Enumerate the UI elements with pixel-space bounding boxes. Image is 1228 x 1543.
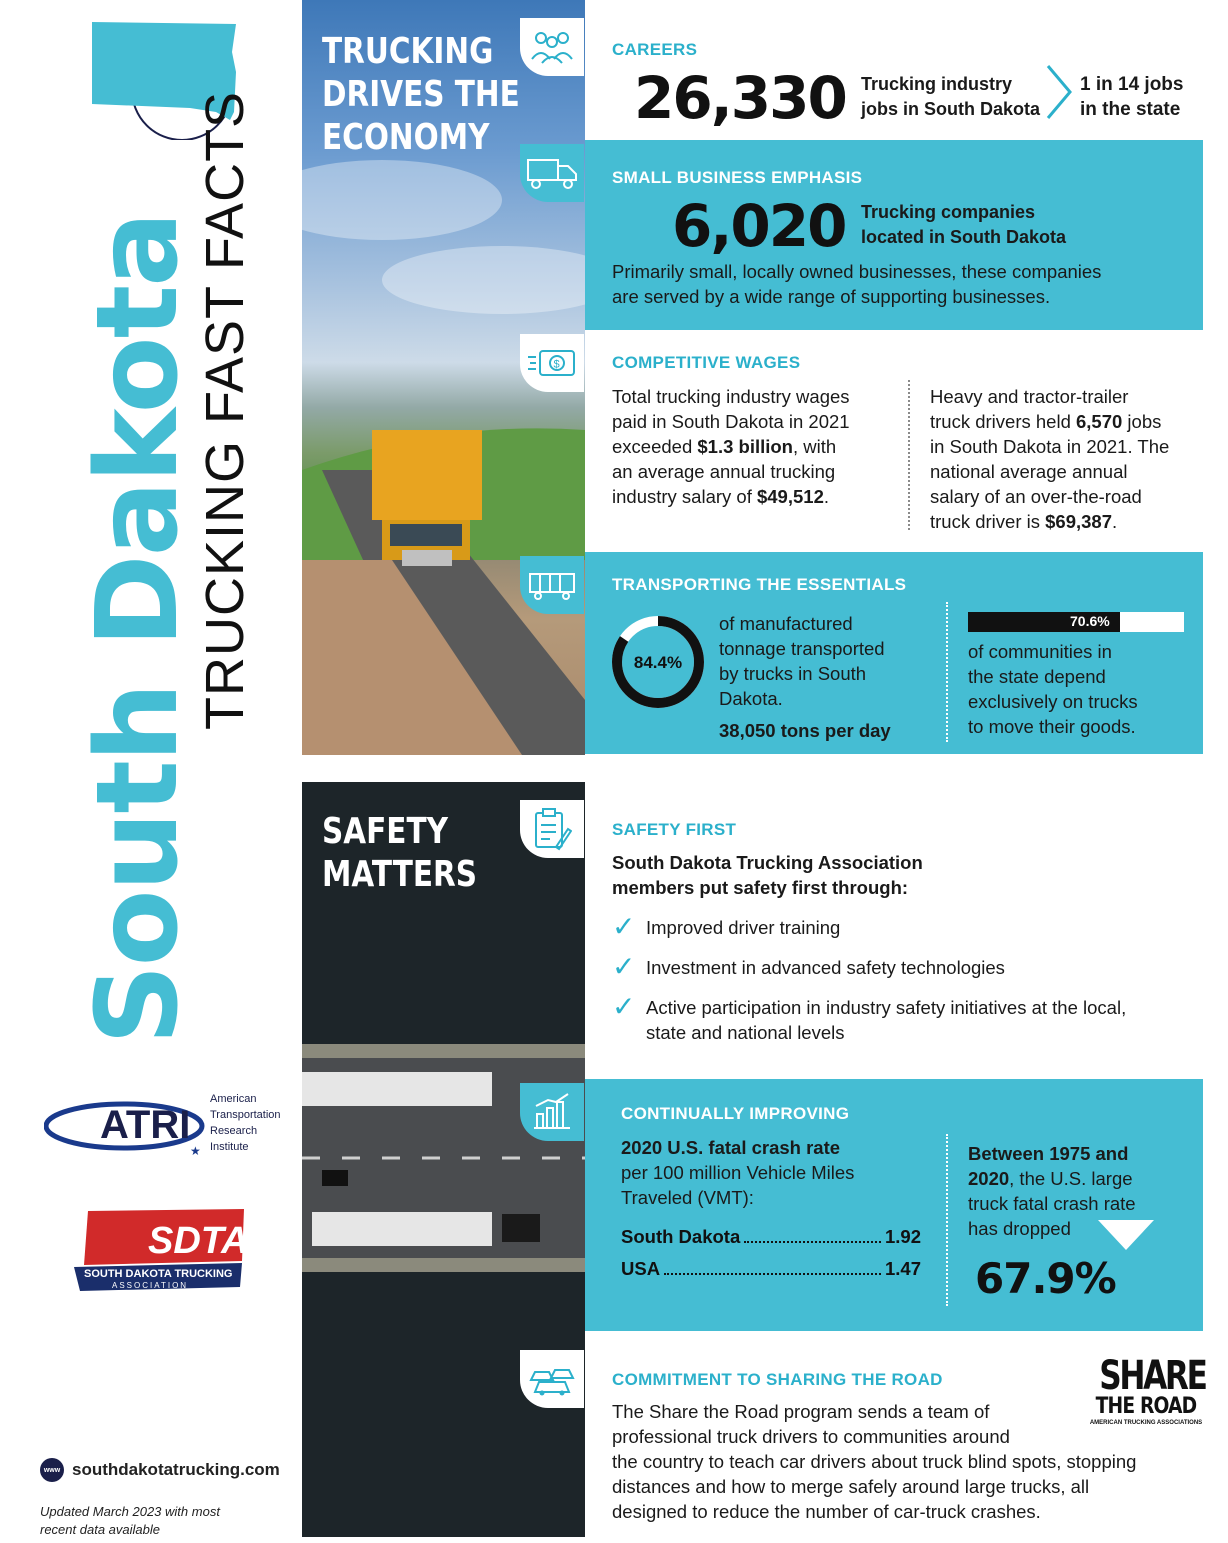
tonnage-ring-label: 84.4% xyxy=(633,653,683,672)
wages-right-text: Heavy and tractor-trailer truck drivers held 6,570 jobs in South Dakota in 2021. The national average annual salary of an over-the-road truck driver is $69,387. xyxy=(930,386,1170,532)
companies-label: Trucking companies located in South Dakota xyxy=(861,202,1067,247)
safety-intro: South Dakota Trucking Association members put safety first through: xyxy=(612,852,923,898)
clipboard-icon xyxy=(520,800,584,858)
svg-text:Research: Research xyxy=(210,1125,258,1137)
svg-text:American: American xyxy=(210,1093,257,1105)
tons-per-day: 38,050 tons per day xyxy=(719,720,891,741)
highway-aerial-photo xyxy=(302,782,585,1537)
share-body: The Share the Road program sends a team of professional truck drivers to communities around the country to teach car drivers about truck blind spots, stopping distances and how to merge safely around large trucks, all designed to reduce the number of car-truck crashes. xyxy=(612,1401,1137,1522)
economy-section-title: TRUCKING DRIVES THE ECONOMY xyxy=(322,31,520,158)
crash-drop-text: Between 1975 and 2020, the U.S. large truck fatal crash rate has dropped xyxy=(968,1143,1136,1239)
updated-note: Updated March 2023 with most recent data available xyxy=(40,1504,220,1537)
crash-rate-row-usa: USA 1.47 xyxy=(621,1258,921,1279)
wages-divider xyxy=(908,380,910,530)
chevron-right-icon xyxy=(1044,64,1074,120)
communities-bar-track xyxy=(968,612,1184,632)
train-car-icon xyxy=(520,556,584,614)
atri-mark: ATRI xyxy=(100,1103,191,1147)
crash-rate-label: 2020 U.S. fatal crash rate per 100 million Vehicle Miles Traveled (VMT): xyxy=(621,1137,855,1208)
svg-text:ASSOCIATION: ASSOCIATION xyxy=(112,1281,189,1290)
website-url[interactable]: southdakotatrucking.com xyxy=(72,1460,280,1479)
svg-text:Institute: Institute xyxy=(210,1141,249,1153)
safety-item-2: ✓ Investment in advanced safety technologies xyxy=(612,951,1005,982)
bar-chart-icon xyxy=(520,1083,584,1141)
state-title: South Dakota xyxy=(73,213,203,1045)
svg-text:SOUTH DAKOTA TRUCKING: SOUTH DAKOTA TRUCKING xyxy=(84,1268,233,1280)
wages-heading: COMPETITIVE WAGES xyxy=(612,353,801,372)
careers-heading: CAREERS xyxy=(612,40,698,59)
wages-left-text: Total trucking industry wages paid in South Dakota in 2021 exceeded $1.3 billion, with an average annual trucking industry salary of $49,512. xyxy=(612,386,850,507)
people-icon xyxy=(520,18,584,76)
small-business-heading: SMALL BUSINESS EMPHASIS xyxy=(612,168,863,187)
safety-section-title: SAFETY MATTERS xyxy=(322,811,478,895)
companies-number: 6,020 xyxy=(672,192,846,260)
svg-text:★: ★ xyxy=(190,1144,201,1158)
svg-text:Transportation: Transportation xyxy=(210,1109,281,1121)
money-icon xyxy=(520,334,584,392)
improving-heading: CONTINUALLY IMPROVING xyxy=(621,1104,850,1123)
crash-rate-row-sd: South Dakota 1.92 xyxy=(621,1226,921,1247)
website-link[interactable] xyxy=(40,1458,280,1482)
page-subtitle: TRUCKING FAST FACTS xyxy=(195,90,255,730)
atri-logo xyxy=(44,1086,284,1162)
checkmark-icon: ✓ xyxy=(612,951,636,982)
svg-text:$: $ xyxy=(553,358,560,371)
communities-bar-label: 70.6% xyxy=(1070,613,1110,629)
checkmark-icon: ✓ xyxy=(612,911,636,942)
safety-item-1: ✓ Improved driver training xyxy=(612,911,841,942)
cars-icon xyxy=(520,1350,584,1408)
sdta-logo xyxy=(72,1205,252,1295)
sdta-mark: SDTA xyxy=(148,1220,249,1262)
improving-divider xyxy=(946,1134,948,1306)
careers-number: 26,330 xyxy=(634,64,846,132)
checkmark-icon: ✓ xyxy=(612,991,636,1022)
essentials-heading: TRANSPORTING THE ESSENTIALS xyxy=(612,575,907,594)
down-arrow-icon xyxy=(1098,1220,1154,1250)
tonnage-ring-chart xyxy=(610,614,706,710)
communities-text: of communities in the state depend exclusively on trucks to move their goods. xyxy=(968,641,1138,737)
tonnage-text: of manufactured tonnage transported by trucks in South Dakota. xyxy=(719,613,885,709)
careers-ratio: 1 in 14 jobs in the state xyxy=(1080,74,1184,120)
safety-heading: SAFETY FIRST xyxy=(612,820,737,839)
essentials-divider xyxy=(946,602,948,742)
small-business-body: Primarily small, locally owned businesses, these companies are served by a wide range of supporting businesses. xyxy=(612,261,1102,307)
share-heading: COMMITMENT TO SHARING THE ROAD xyxy=(612,1370,943,1389)
crash-drop-value: 67.9% xyxy=(975,1254,1116,1303)
share-the-road-logo: SHARE THE ROAD AMERICAN TRUCKING ASSOCIATIONS xyxy=(1089,1353,1206,1426)
safety-item-3: ✓ Active participation in industry safety initiatives at the local, state and national levels xyxy=(612,991,1127,1043)
truck-icon xyxy=(520,144,584,202)
globe-icon: www xyxy=(40,1458,64,1482)
careers-label: Trucking industry jobs in South Dakota xyxy=(861,74,1041,119)
